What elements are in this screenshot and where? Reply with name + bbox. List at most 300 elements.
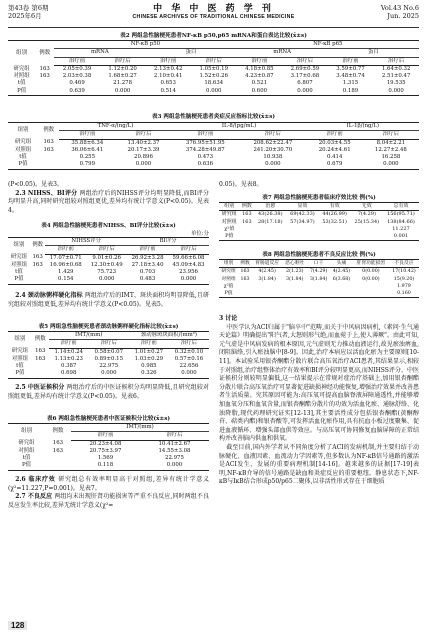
table-cell: 163 — [35, 348, 46, 355]
t4-h-n: 例数 — [30, 238, 45, 255]
table-cell: 138(84.66) — [387, 218, 415, 225]
table-cell: 17(10.42) — [392, 269, 416, 275]
t8-h-4: 口干 — [307, 260, 330, 268]
t8-h-3: 恶心呕吐 — [282, 260, 307, 268]
t5-h-imt: IMT/(mm) — [49, 332, 129, 340]
t5-h-before: 治疗前 — [49, 340, 89, 348]
t3-h-il8: IL-8/(pg/mL) — [172, 123, 307, 131]
table-cell — [286, 233, 318, 241]
t4-h-after: 治疗后 — [168, 246, 209, 254]
t8-body — [219, 268, 419, 298]
table-cell: 对照组 — [14, 146, 32, 153]
table-cell: 15(9.20) — [393, 276, 415, 282]
table-cell: 163 — [52, 447, 64, 454]
t4-h-bi: BI评分 — [127, 238, 209, 246]
table-cell: 0.000 — [373, 88, 419, 96]
table-cell — [252, 283, 282, 290]
table-cell — [32, 363, 49, 370]
table-cell: 1.979 — [397, 283, 411, 289]
table-cell: 对照组 — [10, 261, 28, 268]
table-cell: 0.387 — [60, 363, 77, 370]
table-cell: 241.20±30.70 — [253, 146, 293, 153]
t5-h-after: 治疗后 — [89, 340, 129, 348]
t6-h-after: 治疗后 — [140, 432, 209, 440]
table-cell: 0.653 — [160, 80, 176, 87]
table-cell: 20.23±4.08 — [89, 440, 122, 447]
table-cell — [319, 226, 351, 233]
t3-h-il1: IL-1β/(ng/L) — [307, 123, 419, 131]
t7-h-2: 治愈 — [254, 203, 286, 211]
t2-h-before: 治疗前 — [237, 57, 283, 65]
table-cell: 2.05±0.39 — [62, 65, 92, 72]
table-cell — [238, 283, 252, 290]
section-2-3-heading: 2.3 NIHSS、BI评分 — [15, 189, 78, 197]
table-cell: 对照组 — [221, 276, 236, 282]
table-cell: P值 — [8, 462, 45, 470]
table-cell: 研究组 — [221, 211, 237, 218]
t3-h-after: 治疗后 — [239, 131, 307, 139]
t3-h-after: 治疗后 — [363, 131, 419, 139]
table-cell: 3.48±0.74 — [336, 73, 365, 80]
table-row — [8, 147, 419, 154]
table-cell: 1.12±0.20 — [108, 65, 137, 72]
t2-h-p65: NF-κB p65 — [237, 41, 419, 49]
table-row — [8, 65, 419, 73]
table3 — [8, 122, 419, 170]
header-right — [381, 4, 419, 20]
table-cell: 研究组 — [10, 254, 28, 261]
table-cell: 19.535 — [386, 80, 406, 87]
table-cell: 35.88±6.34 — [71, 139, 104, 146]
header-center — [8, 4, 419, 21]
section-2-5-heading: 2.5 中医证候积分 — [15, 384, 65, 391]
left-para-top: (P<0.05)。见表3。 — [8, 181, 63, 188]
table-cell: 20.24±4.61 — [318, 146, 351, 153]
table-cell: 0.000 — [89, 370, 129, 378]
table-cell — [353, 283, 389, 290]
table-cell — [30, 276, 45, 284]
table-cell: 0.521 — [251, 80, 268, 87]
table-cell: 22.975 — [165, 455, 184, 462]
right-column-top — [219, 181, 419, 190]
journal-title-cn: 中 华 中 医 药 学 刊 — [153, 4, 274, 14]
table-cell: 研究组 — [18, 440, 35, 447]
table-cell: P值 — [8, 161, 38, 169]
table-cell: 1.13±0.23 — [54, 355, 83, 362]
table-cell — [254, 226, 286, 233]
table-cell — [240, 233, 255, 241]
table-row — [219, 219, 419, 226]
table-cell: 0.469 — [69, 80, 85, 87]
table-cell: 21.278 — [113, 80, 133, 87]
table-cell: 0.001 — [383, 233, 419, 241]
t8-h-6: 肝肾功能损害 — [353, 260, 389, 268]
table-cell: 11.227 — [392, 225, 410, 232]
table-row — [219, 276, 419, 283]
table-cell: 0.985 — [141, 363, 157, 370]
table-row — [8, 254, 209, 262]
table-cell: 0.118 — [71, 462, 140, 470]
table-cell: 6.807 — [297, 80, 313, 87]
table-cell: 研究组 — [11, 348, 29, 355]
table-cell: 45.09±4.83 — [172, 261, 205, 268]
table-cell: 163 — [39, 65, 50, 72]
t3-body — [8, 139, 419, 169]
t3-h-before: 治疗前 — [59, 131, 115, 139]
table-cell: 0.255 — [79, 154, 96, 161]
t8-h-0: 组别 — [219, 260, 238, 268]
table-cell: 2.10±0.41 — [153, 73, 183, 80]
table-row — [8, 88, 419, 96]
table-cell: 0.639 — [54, 88, 100, 96]
table3-caption: 表3 两组急性脑梗死患者炎症反应指标比较(x̄±s) — [152, 114, 275, 120]
t6-h-n: 例数 — [45, 424, 71, 441]
left-section-2-5 — [8, 384, 209, 401]
table-cell: 0.000 — [100, 88, 146, 96]
table-cell: 3(1.84) — [309, 276, 328, 282]
table-cell — [282, 290, 307, 298]
table-cell: 0.58±0.07 — [94, 348, 124, 355]
left-column — [8, 181, 209, 215]
table7-caption: 表7 两组急性脑梗死患者临床疗效比较 例(%) — [262, 195, 376, 201]
table-cell: 0.703 — [139, 269, 156, 276]
t2-h-before: 治疗前 — [54, 57, 100, 65]
section-3-heading: 3 讨论 — [219, 315, 238, 322]
t2-h-after: 治疗后 — [373, 57, 419, 65]
table-cell: 6(3.68) — [332, 276, 351, 282]
table-row — [8, 73, 419, 80]
table-row — [8, 440, 209, 448]
table-cell: 3.59±0.77 — [336, 65, 365, 72]
t2-h-before: 治疗前 — [328, 57, 374, 65]
table-cell: 0(0.00) — [362, 276, 380, 282]
section-2-4-heading: 2.4 颈动脉粥样硬化指标 — [15, 292, 83, 299]
table-cell — [319, 233, 351, 241]
t4-h-before: 治疗前 — [45, 246, 86, 254]
table-cell: P值 — [8, 88, 35, 96]
table-cell: 18.634 — [204, 80, 224, 87]
table-cell — [240, 226, 255, 233]
t3-h-after: 治疗后 — [115, 131, 171, 139]
table-cell: 研究组 — [13, 65, 30, 72]
table-cell — [252, 290, 282, 298]
table-cell: 0.600 — [237, 88, 283, 96]
table-cell: t值 — [16, 363, 24, 370]
table-cell: 0.000 — [115, 161, 171, 169]
table-cell: 28(17.18) — [257, 218, 283, 225]
t2-h-n: 例数 — [35, 41, 54, 66]
section-2-6-heading: 2.6 临床疗效 — [15, 476, 56, 483]
table-cell — [38, 161, 59, 169]
t8-h-7: 不良反应 — [389, 260, 419, 268]
t3-h-tnf: TNF-α/(ng/L) — [59, 123, 171, 131]
table-cell: 10.938 — [263, 154, 283, 161]
table-cell: 20.896 — [134, 154, 153, 161]
table-cell: 0(0.00) — [362, 269, 380, 275]
table-row — [219, 226, 419, 233]
left-section-2-4 — [8, 292, 209, 309]
table-cell — [45, 455, 71, 462]
table-cell: 1.14±0.24 — [54, 348, 83, 355]
table-row — [8, 348, 209, 356]
right-para-top: 0.05)。见表8。 — [219, 181, 263, 188]
table-cell: 2(1.23) — [286, 269, 304, 275]
header-rule — [8, 27, 419, 28]
table-cell: 1.569 — [97, 455, 114, 462]
table-cell — [45, 462, 71, 470]
table-cell — [351, 226, 383, 233]
table-cell: 3(1.84) — [286, 276, 304, 282]
table-cell: 对照组 — [18, 447, 35, 454]
t2-h-mrna: mRNA — [54, 49, 145, 57]
t7-h-4: 有效 — [319, 203, 351, 211]
t7-h-5: 无效 — [351, 203, 383, 211]
header-volume-cn: 第43卷 第6期 — [8, 4, 49, 12]
table-cell: 163 — [242, 211, 252, 218]
table-cell: 4(2.45) — [332, 269, 351, 275]
table-cell — [35, 88, 54, 96]
table-cell: 20.17±3.39 — [127, 146, 160, 153]
table-cell: 0.414 — [326, 154, 343, 161]
table-cell — [254, 233, 286, 241]
table-cell — [286, 226, 318, 233]
t6-h-before: 治疗前 — [71, 432, 140, 440]
table5 — [8, 331, 209, 379]
running-header — [8, 4, 419, 26]
t2-h-after: 治疗后 — [100, 57, 146, 65]
table-cell: 0.000 — [86, 276, 127, 284]
table8-caption: 表8 两组急性脑梗死患者不良反应比较 例(%) — [262, 252, 376, 258]
t2-h-protein: 蛋白 — [145, 49, 236, 57]
t5-h-n: 例数 — [32, 332, 49, 349]
table-cell: 20.75±3.97 — [89, 447, 122, 454]
section-2-4-text: 两组治疗后的IMT、斑块面积均明显降低,且研究组较对照组更低,差异均有统计学意义(P<0.05)。见表5。 — [8, 292, 209, 308]
t8-h-5: 头痛 — [330, 260, 353, 268]
t6-h-group: 组别 — [8, 424, 45, 441]
table-cell: 2.03±0.38 — [62, 73, 92, 80]
left-section-2-6 — [8, 476, 209, 510]
t7-body — [219, 211, 419, 241]
table-cell: 0.000 — [239, 161, 307, 169]
table-cell: 0.636 — [172, 161, 240, 169]
table4 — [8, 237, 209, 285]
table-cell: 57(34.97) — [290, 218, 315, 225]
table-cell: 0.000 — [169, 370, 209, 378]
table-row — [8, 356, 209, 363]
t7-h-3: 显效 — [286, 203, 318, 211]
table-row — [8, 154, 419, 161]
table-row — [219, 211, 419, 219]
table-cell: 0.000 — [168, 276, 209, 284]
table-cell: 0.473 — [197, 154, 214, 161]
table-cell: 163 — [43, 146, 54, 153]
table-cell: 16.258 — [381, 154, 401, 161]
table-row — [8, 269, 209, 276]
table-row — [8, 262, 209, 269]
table-cell — [38, 154, 59, 161]
table-row — [219, 290, 419, 298]
t2-h-before: 治疗前 — [145, 57, 191, 65]
table-cell: 0.698 — [49, 370, 89, 378]
table-cell: 1.68±0.27 — [108, 73, 137, 80]
table-cell: 2.51±0.47 — [381, 73, 411, 80]
table-cell: 3(1.84) — [258, 276, 276, 282]
page-number: 128 — [8, 621, 27, 630]
table-row — [8, 363, 209, 370]
table-cell: P值 — [219, 290, 238, 298]
table-cell: 1.01±0.27 — [134, 348, 164, 355]
table-cell — [351, 233, 383, 241]
table-cell: χ²值 — [223, 283, 234, 289]
t5-h-before: 治疗前 — [129, 340, 169, 348]
table-cell: 0.483 — [127, 276, 168, 284]
section-2-3-text: 两组治疗后的NIHSS评分均明显降低,而BI评分均明显升高,同时研究组较对照组更优,差异均有统计学意义(P<0.05)。见表4。 — [8, 189, 209, 214]
table-cell: 4.18±0.85 — [245, 65, 274, 72]
table-cell: 69(42.33) — [290, 211, 315, 218]
section-2-7-text: 两组均未出现肝肾功能损害等严重不良反应,同时两组不良反应发生率比较,差异无统计学意义(χ²= — [8, 493, 209, 509]
table-cell: 75.723 — [97, 269, 117, 276]
table-cell: 研究组 — [14, 139, 32, 146]
table-cell: 22.656 — [179, 363, 199, 370]
t7-h-6: 总有效 — [383, 203, 419, 211]
discussion-para-1: 中医学认为ACI归属于"脑卒中"范畴,而关于中风病因病机,《素问·生气通天论篇》明确提出"阳气者,大怒则形气绝,而血菀于上,使人薄厥"。由此可知,元气虚是中风病发病的根本原因,元气虚则无力推动血液运行,故见瘀浊痹血,闭阻脑络,引入瘀浊脑中[8-9]。因此,治疗本病应以活血化瘀为主要原则[10-11]。本试验采用银杏酮酯分散片联合高压氧治疗ACI患者,其结果显示,相较于对照组,治疗组整体治疗有效率和BI评分较明显更高,而NIHSS评分、中医证候积分则较明显偏低,这一结果提示在常规对症治疗基础上,加用银杏酮酯分散片联合高压氧治疗可显著促进缺损神经功能恢复,增强治疗效果并改善患者生活质量。究其原因可能为:高压氧可提高血脑脊液屏障通透性,并能够增加血氧分压和血氧含量,而银杏酮酯分散片的功效为活血化瘀、通脉舒络、化浊降脂,现代药理研究证实[12-13],其主要活性成分包括银杏酮酯(黄酮醇苷、萜类内酯)和银杏酸等,可发挥活血化瘀作用,具有抗血小板过度聚集、促进血液循环、增强头部血供等效应。与高压氧可协同修复血脑屏障的正常结构并改善脑内供血和供氧。 — [219, 323, 419, 443]
table-cell: 4.23±0.87 — [245, 73, 274, 80]
table-cell: t值 — [15, 269, 23, 276]
table5-caption: 表5 两组急性脑梗死患者颈动脉粥样硬化指标比较(x̄±s) — [38, 324, 179, 330]
table-cell: 23.956 — [179, 269, 198, 276]
table-cell: 0.514 — [145, 88, 191, 96]
t2-body — [8, 65, 419, 95]
table-cell: 对照组 — [13, 73, 30, 80]
table-cell — [35, 80, 54, 87]
table-cell: 8.04±2.21 — [376, 139, 406, 146]
table-cell: 163 — [52, 440, 64, 447]
table-cell: 2.69±0.59 — [290, 65, 320, 72]
table7 — [219, 202, 419, 241]
section-2-5-text: 两组治疗后的中医证候积分均明显降低,且研究组较对照组更低,差异均有统计学意义(P<0.05)。见表6。 — [8, 384, 209, 400]
table-cell: 43(26.38) — [257, 211, 283, 218]
table-cell: 10.41±2.67 — [158, 440, 191, 447]
table-row — [8, 448, 209, 455]
table-cell: 0.679 — [307, 161, 363, 169]
table-cell: χ²值 — [224, 225, 235, 232]
table-cell — [30, 269, 45, 276]
table-cell: P值 — [8, 276, 30, 284]
table-row — [8, 370, 209, 378]
table-row — [8, 455, 209, 462]
table-cell: 12.27±2.48 — [374, 146, 407, 153]
table-cell — [32, 370, 49, 378]
table-cell — [353, 290, 389, 298]
table6-caption: 表6 两组急性脑梗死患者中医证候积分比较(x̄±s) — [47, 416, 170, 422]
t6-body — [8, 440, 209, 470]
table-cell — [307, 290, 330, 298]
table-cell — [330, 290, 353, 298]
table-cell: 163 — [32, 254, 43, 261]
table-row — [8, 139, 419, 147]
table-cell: 163 — [43, 139, 54, 146]
header-date-cn: 2025年6月 — [8, 12, 42, 20]
table-cell: 0.000 — [282, 88, 328, 96]
table-cell: 9.01±0.26 — [92, 254, 121, 261]
table-cell: 53(32.51) — [322, 218, 347, 225]
header-date-en: Jun. 2025 — [387, 12, 419, 20]
table-cell: 12.30±0.49 — [90, 261, 123, 268]
table-cell: 7(4.29) — [357, 211, 376, 218]
table-cell: t值 — [22, 455, 31, 462]
table-cell: 0.000 — [140, 462, 209, 470]
table-cell: P值 — [219, 233, 240, 241]
table-cell: 163 — [39, 73, 50, 80]
table-cell: 22.975 — [99, 363, 119, 370]
table-cell: 27.18±3.40 — [131, 261, 164, 268]
section-2-7-heading: 2.7 不良反应 — [15, 493, 53, 501]
table-cell: 25(15.34) — [354, 218, 380, 225]
table-cell: 163 — [242, 218, 252, 225]
t3-h-before: 治疗前 — [307, 131, 363, 139]
t2-h-after: 治疗后 — [191, 57, 237, 65]
table-cell: 0.326 — [129, 370, 169, 378]
t5-h-group: 组别 — [8, 332, 32, 349]
table4-unit: 单位:分 — [191, 231, 209, 237]
table-cell: 对照组 — [221, 218, 237, 225]
table-cell: 1.315 — [342, 80, 359, 87]
table-cell: 0.57±0.16 — [174, 355, 204, 362]
table8 — [219, 259, 419, 298]
table-row — [8, 276, 209, 284]
table-cell: 1.64±0.32 — [381, 65, 411, 72]
t5-body — [8, 348, 209, 378]
table2-caption: 表2 两组急性脑梗死患者NF-κB p50,p65 mRNA和蛋白表达比较(x̄±s) — [120, 33, 307, 39]
t8-h-2: 胃肠道反应 — [252, 260, 282, 268]
table-cell: 163 — [240, 276, 250, 282]
table-cell: 13.40±2.37 — [127, 139, 160, 146]
table-cell: 156(95.71) — [387, 211, 415, 218]
t2-h-after: 治疗后 — [282, 57, 328, 65]
t2-h-p50: NF-κB p50 — [54, 41, 236, 49]
t4-h-nihss: NIHSS评分 — [45, 238, 127, 246]
table-cell: 17.07±0.71 — [49, 254, 82, 261]
t4-h-after: 治疗后 — [86, 246, 127, 254]
table-cell: P值 — [8, 370, 32, 378]
table-row — [219, 233, 419, 241]
table-cell: 0.154 — [45, 276, 86, 284]
table-cell: 1.52±0.26 — [199, 73, 229, 80]
table4-caption: 表4 两组急性脑梗死患者NIHSS、BI评分比较(x̄±s) — [41, 223, 176, 229]
discussion-para-2: 截至目前,国内外学者从不同角度分析了ACI的发病机制,并主要归结于动脉硬化、血液因素、血流动力学因素等,但多数认为NF-κB信号通路的激活是ACI发生、发展的重要病理机制[14-16]。越来越多的证据[17-19]表明,NF-κB介导的信号通路是缺血和炎症反应的重要枢纽。静息状态下,NF-κB与IκB结合形成p50/p65二聚体,以非活性形式存在于细胞质 — [219, 443, 419, 486]
t2-h-protein-2: 蛋白 — [328, 49, 419, 57]
t5-h-plaque: 颈动脉斑块面积/(mm²) — [129, 332, 209, 340]
header-volume-en: Vol.43 No.6 — [380, 4, 419, 12]
table-cell: 对照组 — [11, 355, 29, 362]
table-cell: 59.66±6.08 — [172, 254, 205, 261]
table-cell: 0.189 — [328, 88, 374, 96]
table-cell: 0.160 — [389, 290, 419, 298]
table-row — [8, 161, 419, 169]
table-cell: 0.000 — [363, 161, 419, 169]
table-cell: 2.13±0.42 — [153, 65, 183, 72]
t3-h-n: 例数 — [38, 123, 59, 140]
t4-h-before: 治疗前 — [127, 246, 168, 254]
t4-h-group: 组别 — [8, 238, 30, 255]
t7-h-0: 组别 — [219, 203, 240, 211]
table-cell: 1.429 — [58, 269, 74, 276]
table-cell: 163 — [32, 261, 43, 268]
table-cell — [238, 290, 252, 298]
right-discussion — [219, 315, 419, 487]
t5-h-after: 治疗后 — [169, 340, 209, 348]
table-cell: 3.17±0.68 — [290, 73, 320, 80]
